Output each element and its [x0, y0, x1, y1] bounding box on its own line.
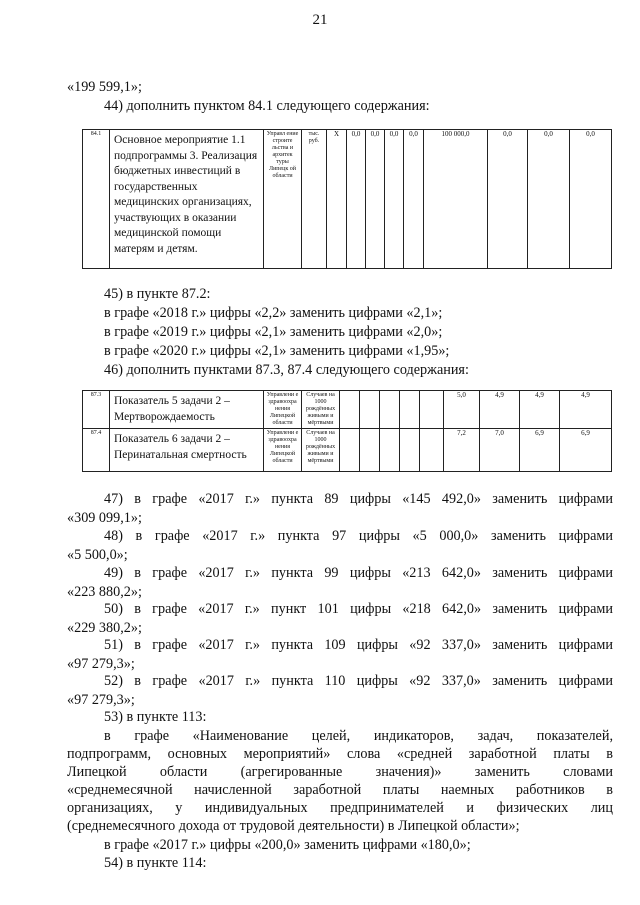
paragraph-50-line1: 50) в графе «2017 г.» пункт 101 цифры «218 642,0» заменить цифрами: [104, 601, 613, 617]
table-row: [83, 429, 612, 472]
table-87-3-87-4: [82, 390, 612, 472]
paragraph-53-line: организациях, у индивидуальных предпринимателей и физических лиц: [67, 800, 613, 816]
text-line: в графе «2020 г.» цифры «2,1» заменить цифрами «1,95»;: [104, 343, 450, 359]
text-line: в графе «2018 г.» цифры «2,2» заменить цифрами «2,1»;: [104, 305, 443, 321]
paragraph-53-head: 53) в пункте 113:: [104, 709, 207, 725]
row-cell: [340, 429, 360, 472]
table-row: [83, 391, 612, 429]
row-cell: 4,9: [560, 391, 612, 429]
row-cell: [360, 429, 380, 472]
row-responsible: Управлени е здравоохра нения Липецкой области: [264, 429, 302, 472]
row-cell: [400, 429, 420, 472]
paragraph-53-line: Липецкой области (агрегированные значения)» заменить словами: [67, 764, 613, 780]
paragraph-47-line1: 47) в графе «2017 г.» пункта 89 цифры «145 492,0» заменить цифрами: [104, 491, 613, 507]
page-number: 21: [312, 12, 328, 28]
row-cell: [380, 429, 400, 472]
row-cell: Х: [327, 130, 347, 269]
row-name: Показатель 6 задачи 2 – Перинатальная смертность: [110, 429, 264, 472]
paragraph-49-line1: 49) в графе «2017 г.» пункта 99 цифры «213 642,0» заменить цифрами: [104, 565, 613, 581]
paragraph-51-line1: 51) в графе «2017 г.» пункта 109 цифры «92 337,0» заменить цифрами: [104, 637, 613, 653]
text-line: 46) дополнить пунктами 87.3, 87.4 следующего содержания:: [104, 362, 469, 378]
row-number: 87.4: [83, 429, 110, 472]
row-cell: 4,9: [520, 391, 560, 429]
paragraph-50-line2: «229 380,2»;: [67, 620, 142, 636]
row-cell: [420, 429, 444, 472]
row-cell: 4,9: [480, 391, 520, 429]
row-cell: 5,0: [444, 391, 480, 429]
row-cell: 0,0: [570, 130, 612, 269]
text-line: 45) в пункте 87.2:: [104, 286, 211, 302]
row-cell: 0,0: [366, 130, 385, 269]
row-responsible: Управл ение строите льства и архитек туры Липецк ой области: [264, 130, 302, 269]
row-responsible: Управлени е здравоохра нения Липецкой области: [264, 391, 302, 429]
row-cell: 7,0: [480, 429, 520, 472]
paragraph-51-line2: «97 279,3»;: [67, 656, 135, 672]
text-line: 44) дополнить пунктом 84.1 следующего содержания:: [104, 98, 430, 114]
row-cell: [400, 391, 420, 429]
text-line: «199 599,1»;: [67, 79, 142, 95]
row-unit: Случаев на 1000 рождённых живыми и мёртвыми: [302, 429, 340, 472]
row-cell: 100 000,0: [424, 130, 488, 269]
row-unit: Случаев на 1000 рождённых живыми и мёртвыми: [302, 391, 340, 429]
paragraph-54: 54) в пункте 114:: [104, 855, 207, 871]
paragraph-52-line1: 52) в графе «2017 г.» пункта 110 цифры «92 337,0» заменить цифрами: [104, 673, 613, 689]
row-cell: 0,0: [488, 130, 528, 269]
row-name: Показатель 5 задачи 2 – Мертворождаемость: [110, 391, 264, 429]
row-cell: 6,9: [560, 429, 612, 472]
row-cell: [420, 391, 444, 429]
row-cell: 0,0: [404, 130, 424, 269]
row-cell: 0,0: [528, 130, 570, 269]
paragraph-48-line2: «5 500,0»;: [67, 547, 128, 563]
paragraph-47-line2: «309 099,1»;: [67, 510, 142, 526]
paragraph-53-line: подпрограмм, основных мероприятий» слова «средней заработной платы в: [67, 746, 613, 762]
row-cell: 7,2: [444, 429, 480, 472]
paragraph-48-line1: 48) в графе «2017 г.» пункта 97 цифры «5 000,0» заменить цифрами: [104, 528, 613, 544]
row-unit: тыс. руб.: [302, 130, 327, 269]
row-cell: [340, 391, 360, 429]
paragraph-52-line2: «97 279,3»;: [67, 692, 135, 708]
paragraph-49-line2: «223 880,2»;: [67, 584, 142, 600]
row-number: 84.1: [83, 130, 110, 269]
text-line: в графе «2019 г.» цифры «2,1» заменить цифрами «2,0»;: [104, 324, 443, 340]
table-84-1: [82, 129, 612, 269]
row-cell: 6,9: [520, 429, 560, 472]
row-cell: 0,0: [347, 130, 366, 269]
row-name: Основное мероприятие 1.1 подпрограммы 3. Реализация бюджетных инвестиций в государственных медицинских организациях, участвующих в оказании медицинской помощи матерям и детям.: [110, 130, 264, 269]
row-number: 87.3: [83, 391, 110, 429]
table-row: [83, 130, 612, 269]
paragraph-53-tail: в графе «2017 г.» цифры «200,0» заменить цифрами «180,0»;: [104, 837, 471, 853]
row-cell: 0,0: [385, 130, 404, 269]
paragraph-53-line: в графе «Наименование целей, индикаторов, задач, показателей,: [104, 728, 613, 744]
paragraph-53-line: (среднемесячного дохода от трудовой деятельности) в Липецкой области»;: [67, 818, 520, 834]
row-cell: [380, 391, 400, 429]
row-cell: [360, 391, 380, 429]
paragraph-53-line: «среднемесячной начисленной заработной платы наемных работников в: [67, 782, 613, 798]
